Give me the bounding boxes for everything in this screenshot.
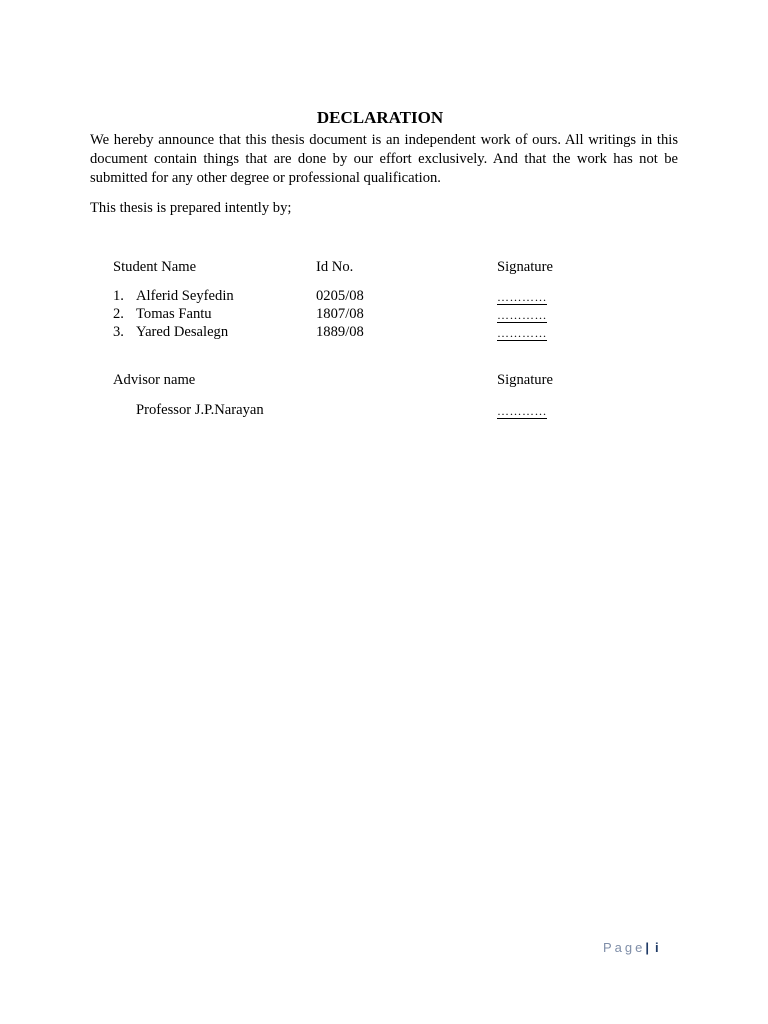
signature-header: Signature xyxy=(497,259,553,275)
signature-line: ………… xyxy=(497,290,547,304)
student-name-header: Student Name xyxy=(113,259,197,275)
student-id: 0205/08 xyxy=(316,288,364,304)
row-number: 1. xyxy=(113,288,124,304)
page-title: DECLARATION xyxy=(316,108,444,127)
signature-line: ………… xyxy=(497,308,547,322)
table-row xyxy=(113,287,234,305)
page-footer xyxy=(603,939,659,957)
table-row xyxy=(113,323,228,341)
row-number: 3. xyxy=(113,324,124,340)
signature-line: ………… xyxy=(497,326,547,340)
student-name: Tomas Fantu xyxy=(136,306,212,322)
id-header: Id No. xyxy=(316,259,354,275)
advisor-name: Professor J.P.Narayan xyxy=(136,402,264,418)
footer-separator: | xyxy=(645,940,650,955)
student-name: Yared Desalegn xyxy=(136,324,229,340)
prepared-by-line: This thesis is prepared intently by; xyxy=(90,200,292,216)
page-label: Page xyxy=(603,940,646,955)
student-id: 1807/08 xyxy=(316,306,364,322)
page-number: i xyxy=(655,940,659,955)
advisor-signature-line: ………… xyxy=(497,404,547,418)
student-id: 1889/08 xyxy=(316,324,364,340)
advisor-signature-header: Signature xyxy=(497,372,553,388)
row-number: 2. xyxy=(113,306,124,322)
table-row xyxy=(113,305,212,323)
declaration-paragraph: We hereby announce that this thesis document is an independent work of ours. All writings in this document contain things that are done by our effort exclusively. And that the work has not be submitted for any other degree or professional qualification. xyxy=(90,132,678,186)
advisor-name-header: Advisor name xyxy=(113,372,196,388)
student-name: Alferid Seyfedin xyxy=(136,288,234,304)
